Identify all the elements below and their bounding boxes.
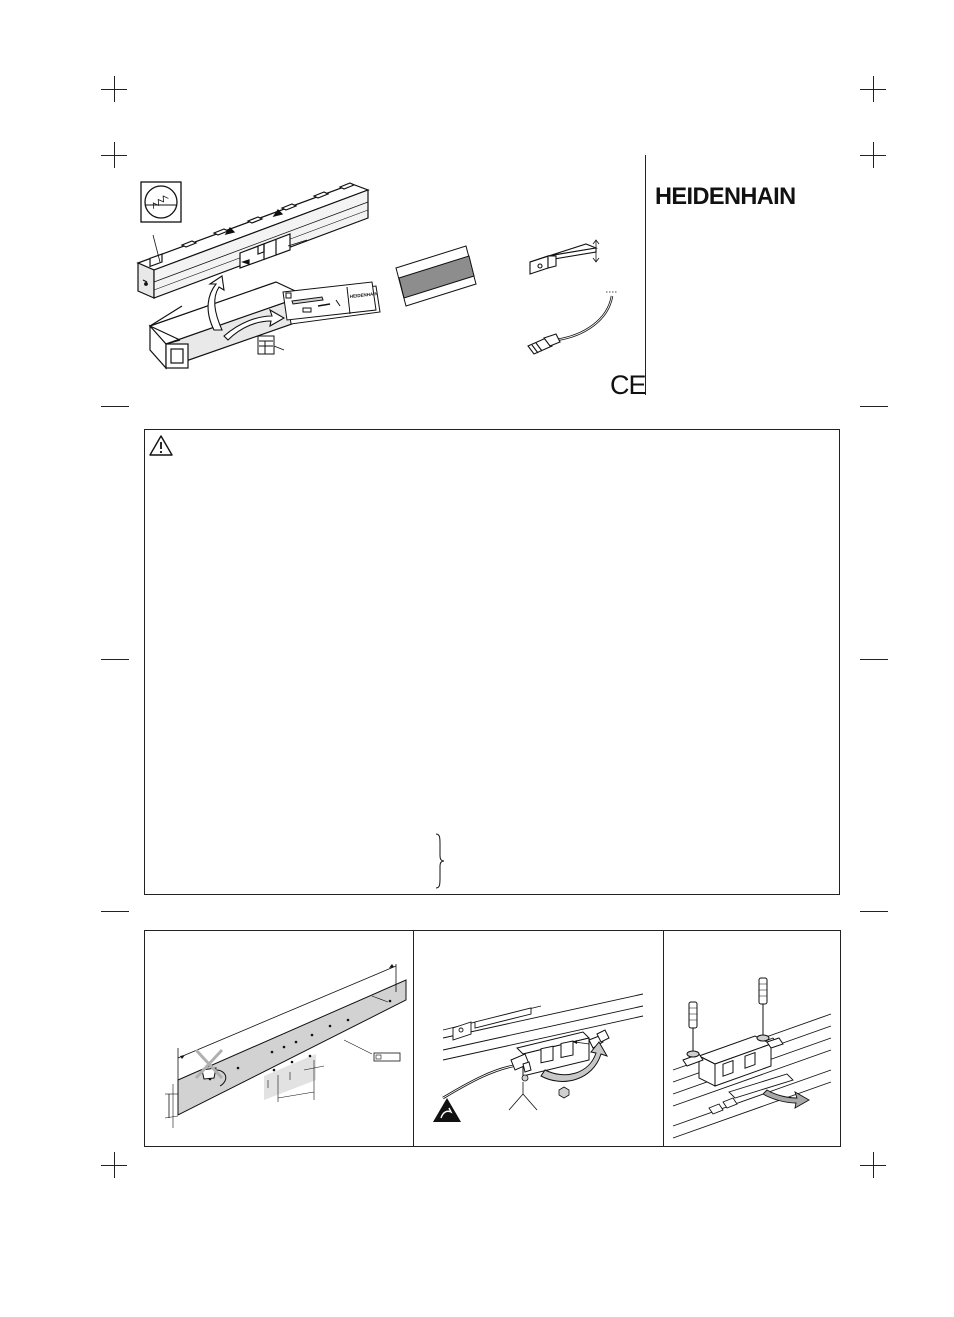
cable-connection-drawing <box>413 930 664 1147</box>
leader-line-docs <box>274 346 284 350</box>
warning-triangle-icon <box>148 434 174 458</box>
label-card <box>396 246 476 306</box>
kit-contents-illustration <box>0 0 954 420</box>
mounting-bracket <box>530 240 599 274</box>
encoder-badge-icon <box>141 182 181 222</box>
booklet-brand-mini: HEIDENHAIN <box>349 291 378 299</box>
mounting-instructions-booklet <box>283 282 380 324</box>
safety-warning-box <box>144 429 840 895</box>
screwdriver-left-icon <box>687 1002 699 1057</box>
esd-warning-icon <box>433 1098 461 1122</box>
fastening-drawing <box>663 930 841 1147</box>
packaging-box <box>150 282 306 368</box>
document-stack <box>258 336 274 354</box>
screwdriver-right-icon <box>757 978 769 1041</box>
mounting-surface-drawing <box>144 930 414 1147</box>
brand-logo: HEIDENHAIN <box>655 183 796 210</box>
curly-brace <box>430 832 450 890</box>
connecting-cable <box>528 292 618 354</box>
ce-mark-icon: CE <box>610 370 646 400</box>
